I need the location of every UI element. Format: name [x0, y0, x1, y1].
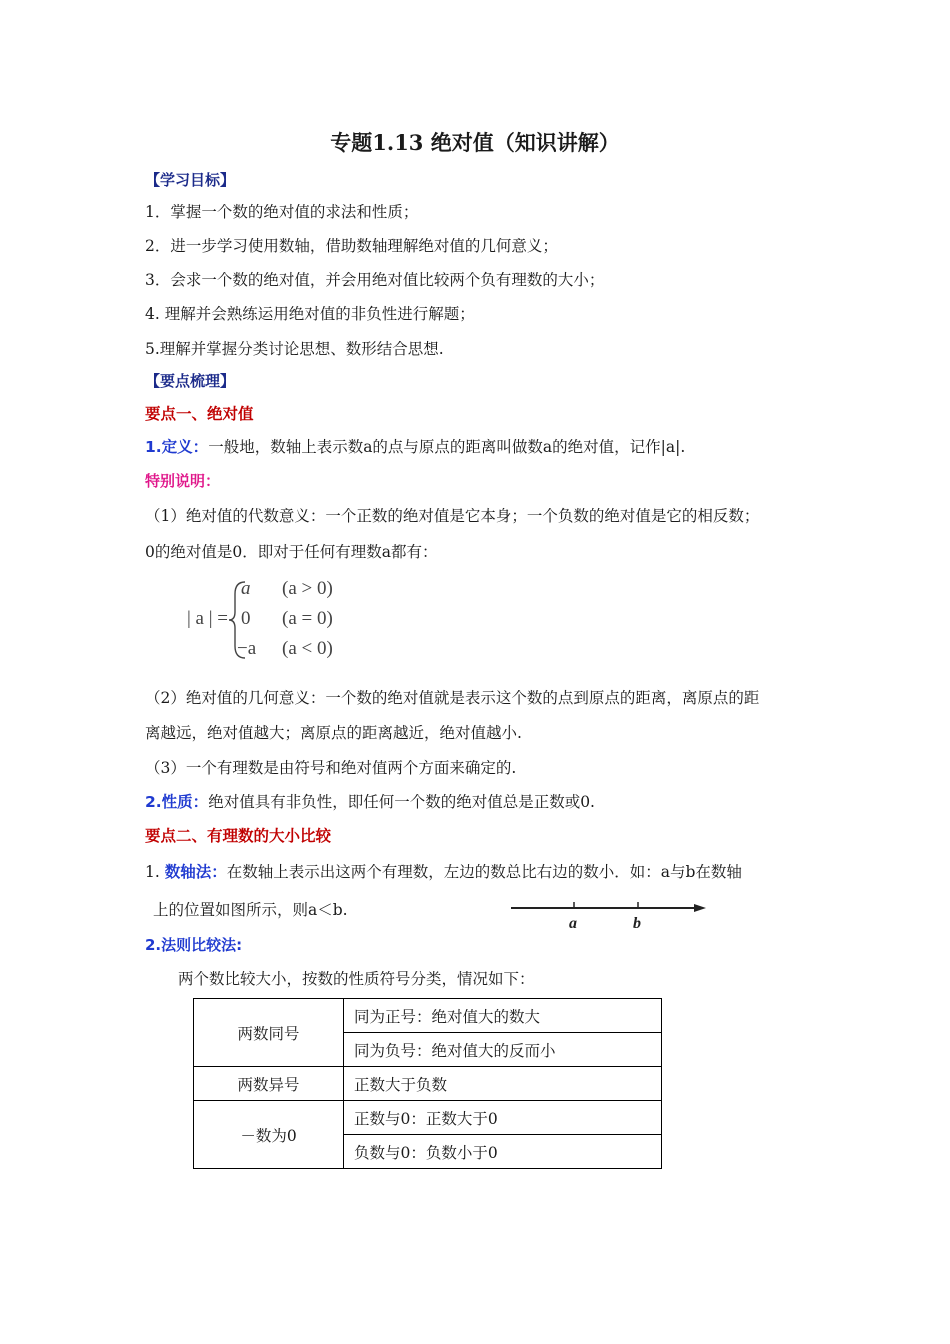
goal-item-3: 3．会求一个数的绝对值，并会用绝对值比较两个负有理数的大小； [145, 271, 605, 289]
note3-line: （3）一个有理数是由符号和绝对值两个方面来确定的. [145, 759, 517, 777]
table-cell-category: 两数同号 [194, 999, 344, 1067]
comparison-table [193, 998, 662, 1169]
table-row [194, 999, 662, 1033]
definition-label: 1.定义： [145, 438, 209, 456]
property-line [145, 792, 595, 812]
point2-heading: 要点二、有理数的大小比较 [145, 827, 332, 845]
absolute-value-formula [185, 574, 385, 664]
note1-line1: （1）绝对值的代数意义：一个正数的绝对值是它本身；一个负数的绝对值是它的相反数； [145, 507, 760, 525]
note1-line2: 0的绝对值是0．即对于任何有理数a都有： [145, 543, 438, 561]
learning-goals-heading: 【学习目标】 [145, 171, 236, 189]
goal-item-5: 5.理解并掌握分类讨论思想、数形结合思想. [145, 340, 444, 358]
property-text: 绝对值具有非负性，即任何一个数的绝对值总是正数或0. [208, 793, 595, 811]
method2-intro: 两个数比较大小，按数的性质符号分类，情况如下： [178, 970, 535, 988]
formula-case1-value: a [241, 578, 251, 599]
page-title: 专题1.13 绝对值（知识讲解） [330, 130, 620, 155]
table-cell-rule: 正数与0：正数大于0 [344, 1101, 662, 1135]
note2-line1: （2）绝对值的几何意义：一个数的绝对值就是表示这个数的点到原点的距离，离原点的距 [145, 689, 760, 707]
formula-case2-condition: (a = 0) [282, 608, 333, 629]
table-cell-rule: 负数与0：负数小于0 [344, 1135, 662, 1169]
goal-item-1: 1．掌握一个数的绝对值的求法和性质； [145, 203, 419, 221]
point1-heading: 要点一、绝对值 [145, 405, 254, 423]
formula-case1-condition: (a > 0) [282, 578, 333, 599]
definition-line [145, 437, 685, 457]
table-cell-category: －数为0 [194, 1101, 344, 1169]
method2-label: 2.法则比较法: [145, 936, 243, 954]
number-line-arrow [694, 904, 706, 912]
label-a: a [569, 915, 577, 932]
definition-text: 一般地，数轴上表示数a的点与原点的距离叫做数a的绝对值，记作|a|. [208, 438, 686, 456]
note2-line2: 离越远，绝对值越大；离原点的距离越近，绝对值越小. [145, 724, 522, 742]
formula-lhs: | a | = [187, 608, 229, 629]
key-points-heading: 【要点梳理】 [145, 372, 236, 390]
method1-text1: 在数轴上表示出这两个有理数，左边的数总比右边的数小．如：a与b在数轴 [226, 863, 742, 881]
method1-line2: 上的位置如图所示，则a＜b. [153, 901, 348, 919]
property-label: 2.性质： [145, 793, 209, 811]
label-b: b [633, 915, 641, 932]
method1-number: 1. [145, 863, 165, 881]
formula-case3-value: −a [237, 638, 257, 659]
formula-case2-value: 0 [241, 608, 251, 629]
table-cell-rule: 同为负号：绝对值大的反而小 [344, 1033, 662, 1067]
table-row [194, 1067, 662, 1101]
number-line-figure [508, 896, 714, 936]
method1-label: 数轴法： [164, 863, 227, 881]
goal-item-4: 4. 理解并会熟练运用绝对值的非负性进行解题； [145, 305, 475, 323]
formula-case3-condition: (a < 0) [282, 638, 333, 659]
table-cell-category: 两数异号 [194, 1067, 344, 1101]
method1-line1 [145, 862, 742, 882]
table-cell-rule: 同为正号：绝对值大的数大 [344, 999, 662, 1033]
table-row [194, 1101, 662, 1135]
special-note-label: 特别说明： [145, 472, 221, 490]
table-cell-rule: 正数大于负数 [344, 1067, 662, 1101]
goal-item-2: 2．进一步学习使用数轴，借助数轴理解绝对值的几何意义； [145, 237, 558, 255]
